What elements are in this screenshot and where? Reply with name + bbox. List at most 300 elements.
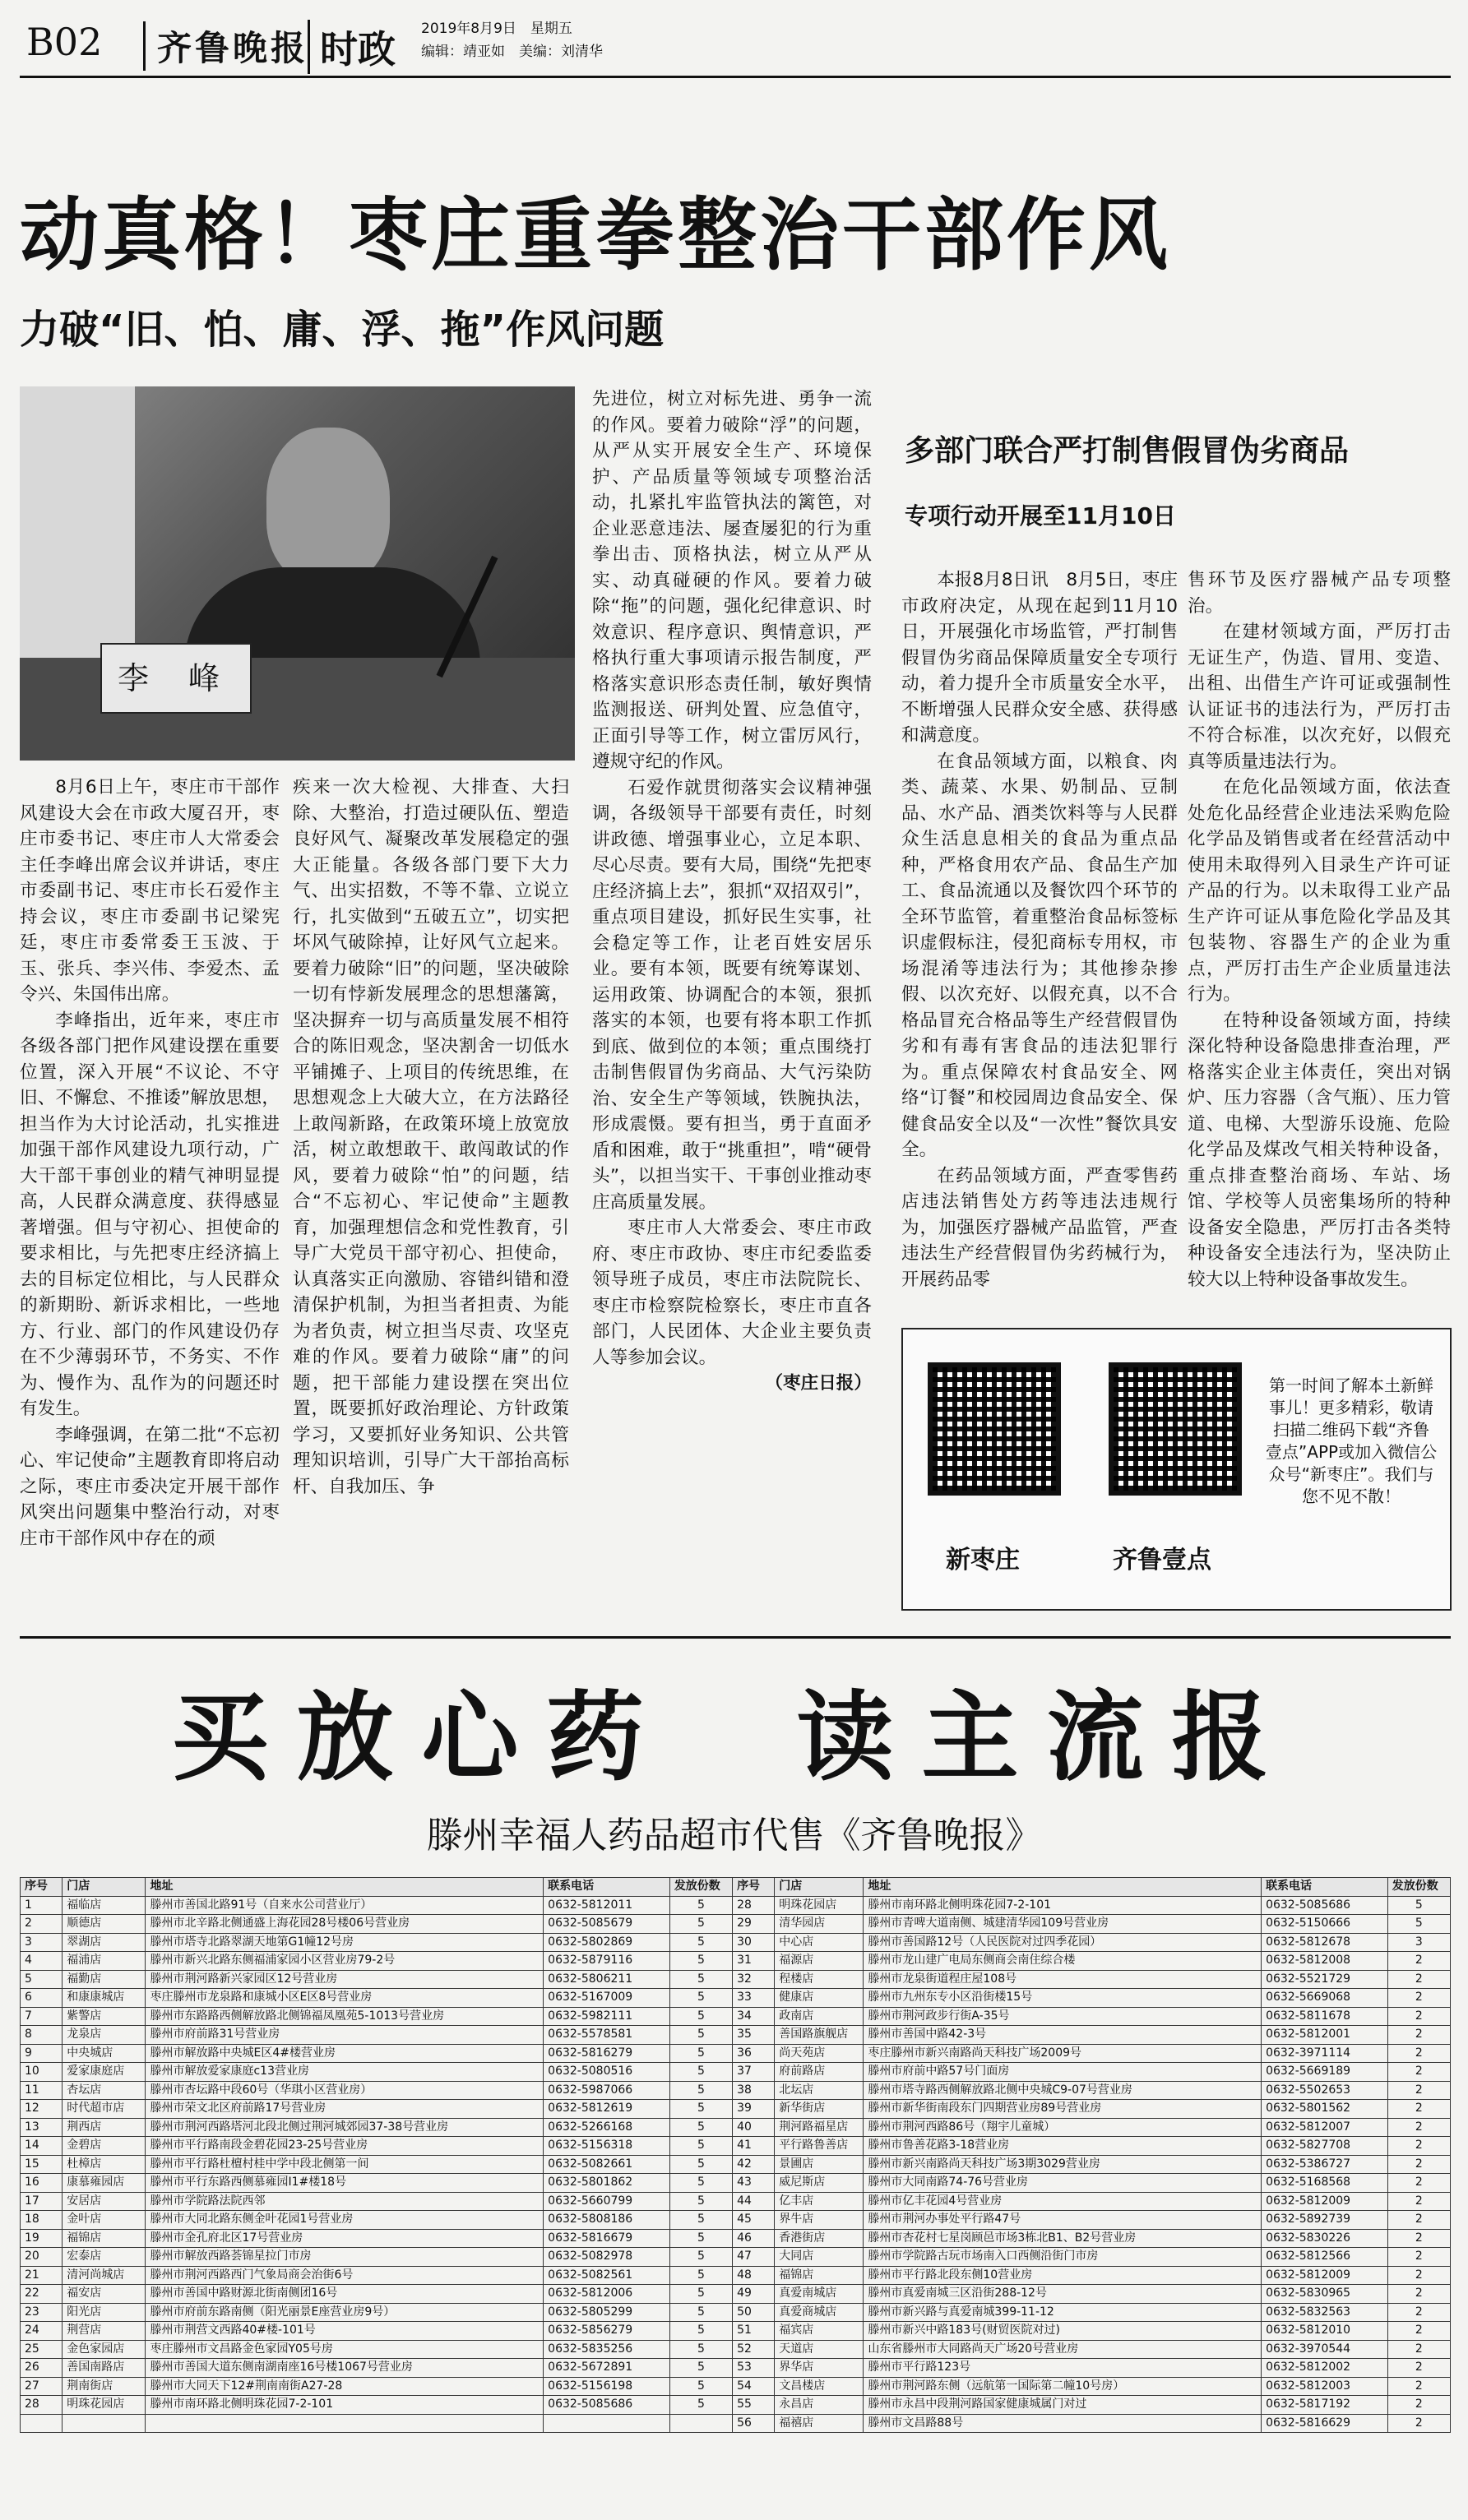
cell-phone: 0632-5812003 [1262, 2377, 1388, 2396]
cell-address: 滕州市府前中路57号门面房 [864, 2063, 1262, 2082]
cell-no: 52 [733, 2340, 775, 2359]
cell-phone: 0632-5812619 [544, 2100, 670, 2119]
table-row [21, 1952, 1451, 1971]
cell-store: 真爱商城店 [775, 2303, 864, 2322]
cell-no: 16 [21, 2174, 63, 2193]
cell-address: 滕州市金孔府北区17号营业房 [146, 2229, 544, 2248]
cell-phone: 0632-5812001 [1262, 2026, 1388, 2045]
cell-no: 6 [21, 1989, 63, 2008]
cell-store: 善国路旗舰店 [775, 2026, 864, 2045]
cell-store: 新华街店 [775, 2100, 864, 2119]
cell-copies: 2 [1387, 2211, 1450, 2230]
cell-copies: 5 [669, 2137, 732, 2156]
cell-copies: 5 [669, 2174, 732, 2193]
cell-address: 滕州市龙山建广电局东侧商会南住综合楼 [864, 1952, 1262, 1971]
cell-address: 山东省滕州市大同路尚天广场20号营业房 [864, 2340, 1262, 2359]
qr-code-box [901, 1328, 1452, 1611]
cell-store: 政南店 [775, 2007, 864, 2026]
cell-address: 滕州市九州东专小区沿街楼15号 [864, 1989, 1262, 2008]
cell-no: 56 [733, 2414, 775, 2433]
cell-store: 天道店 [775, 2340, 864, 2359]
cell-no: 47 [733, 2248, 775, 2267]
cell-address: 滕州市学院路古玩市场南入口西侧沿街门市房 [864, 2248, 1262, 2267]
paragraph: 8月6日上午，枣庄市干部作风建设大会在市政大厦召开，枣庄市委书记、枣庄市人大常委会主任李峰出席会议并讲话，枣庄市委副书记、枣庄市长石爱作主持会议，枣庄市委副书记梁宪廷，枣庄市委常委王玉波、于玉、张兵、李兴伟、李爱杰、孟令兴、朱国伟出席。 [20, 777, 280, 1005]
cell-address: 滕州市东路路西侧解放路北侧锦福凤凰苑5-1013号营业房 [146, 2007, 544, 2026]
header-address: 地址 [146, 1878, 544, 1897]
cell-store: 程楼店 [775, 1970, 864, 1989]
table-row [21, 2081, 1451, 2100]
cell-store: 景圃店 [775, 2155, 864, 2174]
cell-phone: 0632-5502653 [1262, 2081, 1388, 2100]
cell-copies: 5 [669, 2081, 732, 2100]
cell-copies: 2 [1387, 2155, 1450, 2174]
cell-store: 时代超市店 [63, 2100, 146, 2119]
cell-store: 和康康城店 [63, 1989, 146, 2008]
cell-store: 福安店 [63, 2285, 146, 2304]
editor-line: 编辑：靖亚如 美编：刘清华 [421, 44, 603, 60]
cell-phone: 0632-5156198 [544, 2377, 670, 2396]
cell-store: 界华店 [775, 2359, 864, 2378]
cell-store: 福勤店 [63, 1970, 146, 1989]
cell-copies: 5 [669, 2026, 732, 2045]
cell-phone: 0632-5808186 [544, 2211, 670, 2230]
cell-copies: 5 [669, 2100, 732, 2119]
cell-store: 荆南街店 [63, 2377, 146, 2396]
cell-address: 滕州市大同北路东侧金叶花园1号营业房 [146, 2211, 544, 2230]
header-address: 地址 [864, 1878, 1262, 1897]
cell-copies: 5 [669, 2044, 732, 2063]
cell-phone: 0632-5879116 [544, 1952, 670, 1971]
cell-no: 31 [733, 1952, 775, 1971]
cell-store: 界牛店 [775, 2211, 864, 2230]
cell-no: 17 [21, 2192, 63, 2211]
cell-address: 滕州市北辛路北侧通盛上海花园28号楼06号营业房 [146, 1915, 544, 1934]
side-article-col1 [901, 567, 1178, 1292]
table-row [21, 2396, 1451, 2415]
table-row [21, 2007, 1451, 2026]
cell-copies [669, 2414, 732, 2433]
cell-store: 宏泰店 [63, 2248, 146, 2267]
cell-store: 金碧店 [63, 2137, 146, 2156]
paragraph: 石爱作就贯彻落实会议精神强调，各级领导干部要有责任，时刻讲政德、增强事业心，立足本职、尽心尽责。要有大局，围绕“先把枣庄经济搞上去”，狠抓“双招双引”，重点项目建设，抓好民生实事，社会稳定等工作，让老百姓安居乐业。要有本领，既要有统筹谋划、运用政策、协调配合的本领，狠抓落实的本领，也要有将本职工作抓到底、做到位的本领；重点围绕打击制售假冒伪劣商品、大气污染防治、安全生产等领域，铁腕执法，形成震慑。要有担当，勇于直面矛盾和困难，敢于“挑重担”，啃“硬骨头”，以担当实干、干事创业推动枣庄高质量发展。 [592, 777, 872, 1213]
qr-promo-text: 第一时间了解本土新鲜事儿！更多精彩，敬请扫描二维码下载“齐鲁壹点”APP或加入微信公众号“新枣庄”。我们与您不见不散！ [1265, 1376, 1438, 1506]
cell-copies: 2 [1387, 2007, 1450, 2026]
table-row [21, 2303, 1451, 2322]
cell-address: 滕州市杏坛路中段60号（华琪小区营业房） [146, 2081, 544, 2100]
cell-no: 40 [733, 2118, 775, 2137]
cell-store: 真爱南城店 [775, 2285, 864, 2304]
cell-address: 滕州市新兴路与真爱南城399-11-12 [864, 2303, 1262, 2322]
cell-no: 45 [733, 2211, 775, 2230]
cell-phone: 0632-5082661 [544, 2155, 670, 2174]
cell-store: 威尼斯店 [775, 2174, 864, 2193]
cell-store: 亿丰店 [775, 2192, 864, 2211]
cell-store: 府前路店 [775, 2063, 864, 2082]
cell-store: 金叶店 [63, 2211, 146, 2230]
cell-copies: 2 [1387, 2414, 1450, 2433]
cell-no: 39 [733, 2100, 775, 2119]
cell-phone: 0632-5816279 [544, 2044, 670, 2063]
cell-store: 阳光店 [63, 2303, 146, 2322]
cell-copies: 2 [1387, 2137, 1450, 2156]
cell-no: 37 [733, 2063, 775, 2082]
cell-no: 53 [733, 2359, 775, 2378]
cell-copies: 2 [1387, 2396, 1450, 2415]
cell-address: 枣庄滕州市文昌路金色家园Y05号房 [146, 2340, 544, 2359]
cell-no: 2 [21, 1915, 63, 1934]
paragraph: 疾来一次大检视、大排查、大扫除、大整治，打造过硬队伍、塑造良好风气、凝聚改革发展稳定的强大正能量。各级各部门要下大力气、出实招数，不等不靠、立说立行，扎实做到“五破五立”，切实把坏风气破除掉，让好风气立起来。要着力破除“旧”的问题，坚决破除一切有悖新发展理念的思想藩篱，坚决摒弃一切与高质量发展不相符合的陈旧观念，坚决割舍一切低水平铺摊子、上项目的传统思维，在思想观念上大破大立，在方法路径上敢闯新路，在政策环境上放宽放活，树立敢想敢干、敢闯敢试的作风，要着力破除“怕”的问题，结合“不忘初心、牢记使命”主题教育，加强理想信念和党性教育，引导广大党员干部守初心、担使命，认真落实正向激励、容错纠错和澄清保护机制，为担当者担责、为能为者负责，树立担当尽责、攻坚克难的作风。要着力破除“庸”的问题，把干部能力建设摆在突出位置，既要抓好政治理论、方针政策学习，又要抓好业务知识、公共管理知识培训，引导广大干部抬高标杆、自我加压、争 [293, 777, 569, 1497]
table-row [21, 2137, 1451, 2156]
header-copies: 发放份数 [1387, 1878, 1450, 1897]
cell-address: 滕州市善国路12号（人民医院对过四季花园） [864, 1933, 1262, 1952]
cell-address: 滕州市荆河西路西门气象局商会治街6号 [146, 2266, 544, 2285]
cell-phone: 0632-5812007 [1262, 2118, 1388, 2137]
table-row [21, 2322, 1451, 2341]
cell-copies: 2 [1387, 1989, 1450, 2008]
cell-address: 滕州市解放西路荟锦星拉门市房 [146, 2248, 544, 2267]
header-no: 序号 [21, 1878, 63, 1897]
cell-phone: 0632-5660799 [544, 2192, 670, 2211]
cell-copies: 2 [1387, 2192, 1450, 2211]
newspaper-name: 齐鲁晚报 [143, 21, 308, 71]
cell-copies: 5 [669, 2155, 732, 2174]
cell-copies: 2 [1387, 1952, 1450, 1971]
table-row [21, 1970, 1451, 1989]
main-article-col2 [293, 774, 569, 1500]
cell-address: 滕州市新兴南路尚天科技广场3期3029营业房 [864, 2155, 1262, 2174]
cell-no: 9 [21, 2044, 63, 2063]
paragraph: 枣庄市人大常委会、枣庄市政府、枣庄市政协、枣庄市纪委监委领导班子成员，枣庄市法院院长、枣庄市检察院检察长，枣庄市直各部门，人民团体、大企业主要负责人等参加会议。 [592, 1218, 872, 1368]
cell-address: 滕州市龙泉街道程庄屋108号 [864, 1970, 1262, 1989]
cell-copies: 2 [1387, 2100, 1450, 2119]
cell-store: 文昌楼店 [775, 2377, 864, 2396]
cell-address: 滕州市青啤大道南侧、城建清华园109号营业房 [864, 1915, 1262, 1934]
main-subheadline: 力破“旧、怕、庸、浮、拖”作风问题 [20, 307, 665, 353]
table-row [21, 2192, 1451, 2211]
header-store: 门店 [775, 1878, 864, 1897]
table-row [21, 2211, 1451, 2230]
cell-phone: 0632-3970544 [1262, 2340, 1388, 2359]
cell-phone: 0632-5806211 [544, 1970, 670, 1989]
header-no: 序号 [733, 1878, 775, 1897]
cell-phone: 0632-5085679 [544, 1915, 670, 1934]
cell-store: 善国南路店 [63, 2359, 146, 2378]
cell-phone: 0632-5266168 [544, 2118, 670, 2137]
cell-copies: 5 [669, 1896, 732, 1915]
table-row [21, 2100, 1451, 2119]
cell-phone: 0632-5167009 [544, 1989, 670, 2008]
cell-copies: 5 [669, 1970, 732, 1989]
cell-store: 杏坛店 [63, 2081, 146, 2100]
cell-address: 滕州市荣文北区府前路17号营业房 [146, 2100, 544, 2119]
cell-store: 紫警店 [63, 2007, 146, 2026]
main-headline: 动真格！枣庄重拳整治干部作风 [20, 189, 1171, 281]
section-divider [20, 1636, 1451, 1639]
table-row [21, 2155, 1451, 2174]
ad-subtitle: 滕州幸福人药品超市代售《齐鲁晚报》 [426, 1815, 1042, 1856]
cell-store: 福宾店 [775, 2322, 864, 2341]
cell-no [21, 2414, 63, 2433]
cell-phone: 0632-5812002 [1262, 2359, 1388, 2378]
table-header-row [21, 1878, 1451, 1897]
cell-phone: 0632-5082978 [544, 2248, 670, 2267]
table-row [21, 2174, 1451, 2193]
cell-copies: 2 [1387, 2063, 1450, 2082]
cell-phone: 0632-5801862 [544, 2174, 670, 2193]
cell-no: 20 [21, 2248, 63, 2267]
cell-phone: 0632-5816679 [544, 2229, 670, 2248]
cell-copies: 5 [1387, 1915, 1450, 1934]
cell-address: 滕州市大同南路74-76号营业房 [864, 2174, 1262, 2193]
cell-no: 18 [21, 2211, 63, 2230]
cell-copies: 5 [669, 1933, 732, 1952]
cell-no: 12 [21, 2100, 63, 2119]
paragraph: 在建材领域方面，严厉打击无证生产，伪造、冒用、变造、出租、出借生产许可证或强制性认证证书的违法行为，严厉打击不符合标准，以次充好，以假充真等质量违法行为。 [1188, 622, 1451, 772]
cell-address: 滕州市善国大道东侧南湖南座16号楼1067号营业房 [146, 2359, 544, 2378]
cell-address: 滕州市善国中路财源北街南侧团16号 [146, 2285, 544, 2304]
cell-phone: 0632-5521729 [1262, 1970, 1388, 1989]
cell-address: 滕州市平行路杜檀村桂中学中段北侧第一间 [146, 2155, 544, 2174]
cell-copies: 2 [1387, 2026, 1450, 2045]
cell-phone: 0632-5150666 [1262, 1915, 1388, 1934]
cell-store: 翠湖店 [63, 1933, 146, 1952]
cell-no: 30 [733, 1933, 775, 1952]
article-source: （枣庄日报） [765, 1373, 872, 1394]
cell-store: 福浦店 [63, 1952, 146, 1971]
cell-phone: 0632-5812010 [1262, 2322, 1388, 2341]
cell-address [146, 2414, 544, 2433]
cell-no: 38 [733, 2081, 775, 2100]
cell-no: 26 [21, 2359, 63, 2378]
cell-phone: 0632-5802869 [544, 1933, 670, 1952]
qr-label-right: 齐鲁壹点 [1113, 1546, 1211, 1574]
cell-address: 滕州市南环路北侧明珠花园7-2-101 [864, 1896, 1262, 1915]
cell-phone: 0632-5817192 [1262, 2396, 1388, 2415]
table-row [21, 2044, 1451, 2063]
cell-no: 19 [21, 2229, 63, 2248]
table-row [21, 2229, 1451, 2248]
cell-store: 清华园店 [775, 1915, 864, 1934]
cell-no: 46 [733, 2229, 775, 2248]
table-row [21, 2248, 1451, 2267]
cell-phone: 0632-5805299 [544, 2303, 670, 2322]
cell-store: 杜樟店 [63, 2155, 146, 2174]
cell-phone: 0632-5812008 [1262, 1952, 1388, 1971]
cell-no: 1 [21, 1896, 63, 1915]
cell-copies: 5 [669, 2118, 732, 2137]
cell-copies: 2 [1387, 2248, 1450, 2267]
cell-copies: 2 [1387, 2118, 1450, 2137]
cell-store: 明珠花园店 [775, 1896, 864, 1915]
cell-copies: 5 [669, 2377, 732, 2396]
cell-address: 滕州市平行路北段东侧10营业房 [864, 2266, 1262, 2285]
cell-store: 香港街店 [775, 2229, 864, 2248]
cell-phone: 0632-5085686 [544, 2396, 670, 2415]
cell-address: 滕州市塔寺北路翠湖天地第G1幢12号房 [146, 1933, 544, 1952]
cell-address: 滕州市新兴中路183号(财贸医院对过) [864, 2322, 1262, 2341]
cell-copies: 5 [669, 2396, 732, 2415]
cell-copies: 5 [1387, 1896, 1450, 1915]
cell-address: 滕州市杏花村七星岗顾邑市场3栋北B1、B2号营业房 [864, 2229, 1262, 2248]
speaker-photo [20, 386, 575, 761]
cell-phone: 0632-3971114 [1262, 2044, 1388, 2063]
cell-phone: 0632-5830226 [1262, 2229, 1388, 2248]
cell-copies: 5 [669, 2285, 732, 2304]
cell-store: 清河尚城店 [63, 2266, 146, 2285]
cell-no: 28 [21, 2396, 63, 2415]
cell-address: 滕州市善国中路42-3号 [864, 2026, 1262, 2045]
paragraph: 李峰强调，在第二批“不忘初心、牢记使命”主题教育即将启动之际，枣庄市委决定开展干部作风突出问题集中整治行动，对枣庄市干部作风中存在的顽 [20, 1424, 280, 1549]
side-subheadline: 专项行动开展至11月10日 [905, 502, 1176, 529]
cell-phone: 0632-5672891 [544, 2359, 670, 2378]
cell-phone: 0632-5085686 [1262, 1896, 1388, 1915]
date-line: 2019年8月9日 星期五 [421, 21, 572, 37]
cell-address: 滕州市善国北路91号（自来水公司营业厅） [146, 1896, 544, 1915]
cell-copies: 5 [669, 2322, 732, 2341]
cell-address: 滕州市新华街南段东门四期营业房89号营业房 [864, 2100, 1262, 2119]
cell-phone: 0632-5812678 [1262, 1933, 1388, 1952]
table-row [21, 2026, 1451, 2045]
cell-address: 滕州市平行路南段金碧花园23-25号营业房 [146, 2137, 544, 2156]
cell-store: 福临店 [63, 1896, 146, 1915]
header-copies: 发放份数 [669, 1878, 732, 1897]
cell-address: 滕州市大同天下12#荆南南街A27-28 [146, 2377, 544, 2396]
cell-copies: 2 [1387, 2229, 1450, 2248]
cell-copies: 2 [1387, 2322, 1450, 2341]
store-table [20, 1877, 1451, 2433]
cell-copies: 2 [1387, 2285, 1450, 2304]
main-article-col1 [20, 774, 280, 1551]
cell-phone: 0632-5827708 [1262, 2137, 1388, 2156]
cell-store: 福锦店 [775, 2266, 864, 2285]
cell-phone: 0632-5832563 [1262, 2303, 1388, 2322]
cell-no: 36 [733, 2044, 775, 2063]
cell-phone: 0632-5812009 [1262, 2266, 1388, 2285]
cell-phone: 0632-5156318 [544, 2137, 670, 2156]
header-phone: 联系电话 [1262, 1878, 1388, 1897]
cell-phone: 0632-5835256 [544, 2340, 670, 2359]
cell-address: 滕州市荆河路东侧（远航第一国际第二幢10号房） [864, 2377, 1262, 2396]
cell-copies: 5 [669, 2229, 732, 2248]
cell-phone: 0632-5082561 [544, 2266, 670, 2285]
cell-no: 35 [733, 2026, 775, 2045]
cell-no: 34 [733, 2007, 775, 2026]
paragraph: 售环节及医疗器械产品专项整治。 [1188, 570, 1451, 617]
cell-phone: 0632-5987066 [544, 2081, 670, 2100]
cell-copies: 2 [1387, 2174, 1450, 2193]
qr-code-icon[interactable] [1109, 1362, 1242, 1496]
cell-no: 41 [733, 2137, 775, 2156]
cell-no: 44 [733, 2192, 775, 2211]
cell-phone: 0632-5982111 [544, 2007, 670, 2026]
cell-copies: 5 [669, 2303, 732, 2322]
cell-phone: 0632-5801562 [1262, 2100, 1388, 2119]
cell-phone: 0632-5669068 [1262, 1989, 1388, 2008]
cell-copies: 2 [1387, 2303, 1450, 2322]
cell-copies: 5 [669, 2359, 732, 2378]
cell-address: 滕州市鲁善花路3-18营业房 [864, 2137, 1262, 2156]
table-row [21, 2266, 1451, 2285]
cell-no: 54 [733, 2377, 775, 2396]
cell-copies: 3 [1387, 1933, 1450, 1952]
cell-address: 滕州市荆河政步行街A-35号 [864, 2007, 1262, 2026]
main-article-col3 [592, 386, 872, 1397]
cell-copies: 2 [1387, 2081, 1450, 2100]
cell-address: 滕州市荆河西路塔河北段北侧过荆河城郊园37-38号营业房 [146, 2118, 544, 2137]
table-row [21, 1915, 1451, 1934]
cell-store: 顺德店 [63, 1915, 146, 1934]
cell-store: 明珠花园店 [63, 2396, 146, 2415]
cell-phone: 0632-5578581 [544, 2026, 670, 2045]
cell-no: 10 [21, 2063, 63, 2082]
cell-copies: 5 [669, 1915, 732, 1934]
cell-no: 24 [21, 2322, 63, 2341]
table-row [21, 2118, 1451, 2137]
cell-address: 枣庄滕州市新兴南路尚天科技广场2009号 [864, 2044, 1262, 2063]
cell-store: 健康店 [775, 1989, 864, 2008]
cell-no: 43 [733, 2174, 775, 2193]
cell-copies: 2 [1387, 2377, 1450, 2396]
table-row [21, 2359, 1451, 2378]
side-article-col2 [1188, 567, 1451, 1292]
cell-phone: 0632-5830965 [1262, 2285, 1388, 2304]
cell-no: 15 [21, 2155, 63, 2174]
cell-store: 平行路鲁善店 [775, 2137, 864, 2156]
cell-phone: 0632-5892739 [1262, 2211, 1388, 2230]
cell-copies: 2 [1387, 2359, 1450, 2378]
cell-no: 42 [733, 2155, 775, 2174]
cell-no: 49 [733, 2285, 775, 2304]
page-number: B02 [26, 20, 103, 64]
qr-label-left: 新枣庄 [946, 1546, 1020, 1574]
cell-address: 滕州市荆河西路86号（翔宇儿童城） [864, 2118, 1262, 2137]
cell-phone: 0632-5816629 [1262, 2414, 1388, 2433]
cell-store: 康慕雍园店 [63, 2174, 146, 2193]
cell-copies: 5 [669, 2211, 732, 2230]
cell-copies: 5 [669, 2266, 732, 2285]
cell-phone: 0632-5812011 [544, 1896, 670, 1915]
cell-address: 滕州市平行路123号 [864, 2359, 1262, 2378]
cell-address: 滕州市荆河路新兴家园区12号营业房 [146, 1970, 544, 1989]
paragraph: 在食品领域方面，以粮食、肉类、蔬菜、水果、奶制品、豆制品、水产品、酒类饮料等与人民群众生活息息相关的食品为重点品种，严格食用农产品、食品生产加工、食品流通以及餐饮四个环节的全环节监管，着重整治食品标签标识虚假标注，侵犯商标专用权，市场混淆等违法行为；其他掺杂掺假、以次充好、以假充真，以不合格品冒充合格品等生产经营假冒伪劣和有毒有害食品的违法犯罪行为。重点保障农村食品安全、网络“订餐”和校园周边食品安全、保健食品安全以及“一次性”餐饮具安全。 [901, 751, 1178, 1160]
cell-address: 滕州市府前路31号营业房 [146, 2026, 544, 2045]
side-headline: 多部门联合严打制售假冒伪劣商品 [905, 434, 1350, 468]
cell-store: 北坛店 [775, 2081, 864, 2100]
cell-address: 滕州市荆河办事处平行路47号 [864, 2211, 1262, 2230]
table-row [21, 1989, 1451, 2008]
cell-copies: 5 [669, 1952, 732, 1971]
cell-copies: 2 [1387, 2044, 1450, 2063]
cell-address: 滕州市荆营文西路40#楼-101号 [146, 2322, 544, 2341]
table-row [21, 2285, 1451, 2304]
cell-no: 7 [21, 2007, 63, 2026]
table-row [21, 2063, 1451, 2082]
cell-no: 11 [21, 2081, 63, 2100]
table-row [21, 2377, 1451, 2396]
cell-store: 荆营店 [63, 2322, 146, 2341]
cell-no: 48 [733, 2266, 775, 2285]
cell-phone: 0632-5168568 [1262, 2174, 1388, 2193]
cell-no: 22 [21, 2285, 63, 2304]
cell-store: 尚天苑店 [775, 2044, 864, 2063]
qr-code-icon[interactable] [928, 1362, 1061, 1496]
cell-copies: 2 [1387, 2266, 1450, 2285]
cell-no: 28 [733, 1896, 775, 1915]
cell-phone: 0632-5812566 [1262, 2248, 1388, 2267]
cell-no: 13 [21, 2118, 63, 2137]
cell-address: 滕州市塔寺路西侧解放路北侧中央城C9-07号营业房 [864, 2081, 1262, 2100]
cell-store: 金色家园店 [63, 2340, 146, 2359]
